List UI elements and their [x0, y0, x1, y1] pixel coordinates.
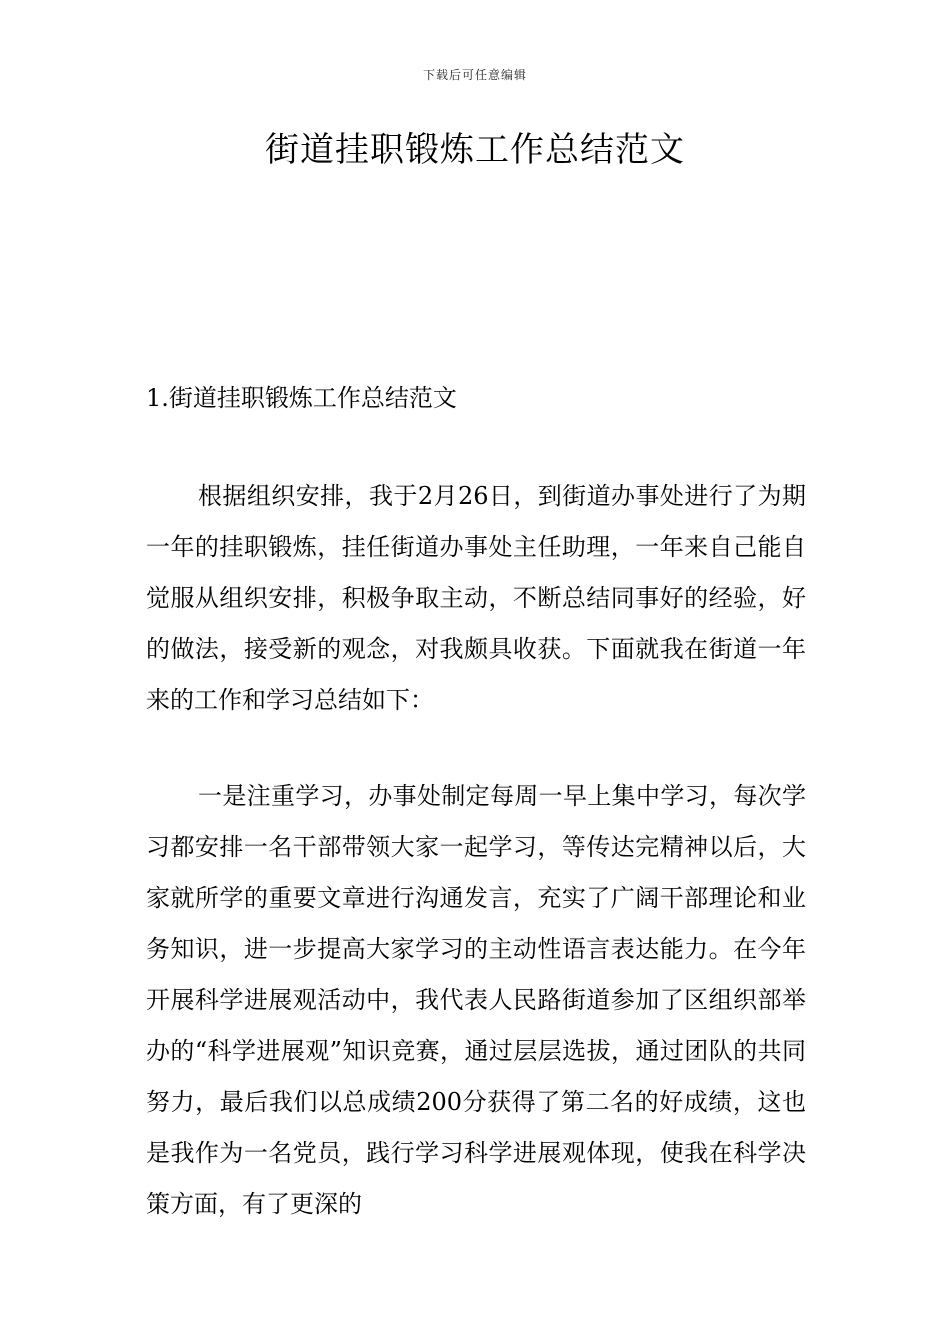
- body-paragraph-2: 一是注重学习，办事处制定每周一早上集中学习，每次学习都安排一名干部带领大家一起学习，等传达完精神以后，大家就所学的重要文章进行沟通发言，充实了广阔干部理论和业务知识，进一步提高大家学习的主动性语言表达能力。在今年开展科学进展观活动中，我代表人民路街道参加了区组织部举办的“科学进展观”知识竞赛，通过层层选拔，通过团队的共同努力，最后我们以总成绩200分获得了第二名的好成绩，这也是我作为一名党员，践行学习科学进展观体现，使我在科学决策方面，有了更深的: [146, 782, 806, 1218]
- body-paragraph-1: 根据组织安排，我于2月26日，到街道办事处进行了为期一年的挂职锻炼，挂任街道办事处主任助理，一年来自己能自觉服从组织安排，积极争取主动，不断总结同事好的经验，好的做法，接受新的观念，对我颇具收获。下面就我在街道一年来的工作和学习总结如下：: [146, 482, 806, 714]
- document-title: 街道挂职锻炼工作总结范文: [265, 130, 685, 170]
- header-note: 下载后可任意编辑: [422, 68, 527, 82]
- section-heading: 1.街道挂职锻炼工作总结范文: [146, 384, 457, 412]
